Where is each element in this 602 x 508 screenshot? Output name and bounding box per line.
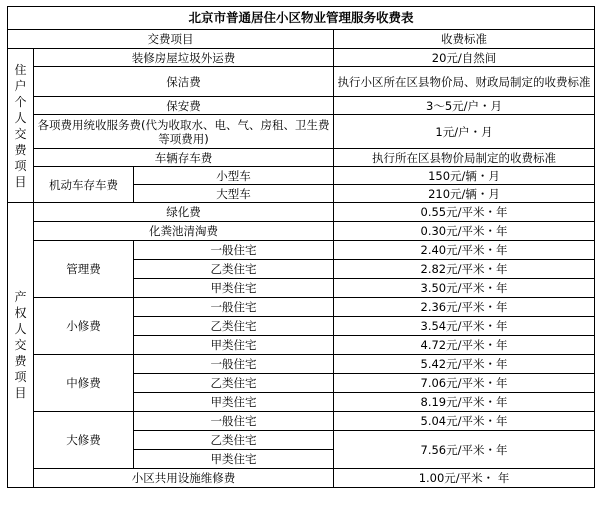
row-standard: 4.72元/平米・年 <box>334 336 595 355</box>
row-standard: 7.06元/平米・年 <box>334 374 595 393</box>
row-type: 一般住宅 <box>134 412 334 431</box>
row-type: 一般住宅 <box>134 355 334 374</box>
row-item: 车辆存车费 <box>34 149 334 167</box>
row-item: 装修房屋垃圾外运费 <box>34 49 334 67</box>
row-type: 甲类住宅 <box>134 279 334 298</box>
row-standard: 7.56元/平米・年 <box>334 431 595 469</box>
row-type: 大型车 <box>134 185 334 203</box>
title-row <box>8 7 595 30</box>
row-standard: 1.00元/平米・ 年 <box>334 469 595 488</box>
resident-group-label: 住户个人交费项目 <box>8 49 34 203</box>
row-standard: 8.19元/平米・年 <box>334 393 595 412</box>
table-row <box>8 149 595 167</box>
row-type: 乙类住宅 <box>134 374 334 393</box>
row-type: 乙类住宅 <box>134 431 334 450</box>
row-type: 一般住宅 <box>134 241 334 260</box>
row-item: 绿化费 <box>34 203 334 222</box>
row-standard: 1元/户・月 <box>334 115 595 149</box>
management-label: 管理费 <box>34 241 134 298</box>
major-repair-label: 大修费 <box>34 412 134 469</box>
medium-repair-label: 中修费 <box>34 355 134 412</box>
table-row <box>8 115 595 149</box>
table-row <box>8 49 595 67</box>
minor-repair-label: 小修费 <box>34 298 134 355</box>
row-standard: 0.55元/平米・年 <box>334 203 595 222</box>
table-row <box>8 222 595 241</box>
row-item: 保安费 <box>34 97 334 115</box>
table-row <box>8 298 595 317</box>
row-item: 小区共用设施维修费 <box>34 469 334 488</box>
row-standard: 2.40元/平米・年 <box>334 241 595 260</box>
table-row <box>8 355 595 374</box>
row-standard: 执行小区所在区县物价局、财政局制定的收费标准 <box>334 67 595 97</box>
row-type: 小型车 <box>134 167 334 185</box>
row-type: 甲类住宅 <box>134 336 334 355</box>
row-standard: 150元/辆・月 <box>334 167 595 185</box>
row-standard: 3.50元/平米・年 <box>334 279 595 298</box>
header-standard: 收费标准 <box>334 30 595 49</box>
row-type: 乙类住宅 <box>134 317 334 336</box>
row-standard: 0.30元/平米・年 <box>334 222 595 241</box>
table-row <box>8 67 595 97</box>
table-row <box>8 167 595 185</box>
row-standard: 2.82元/平米・年 <box>334 260 595 279</box>
row-item: 化粪池清淘费 <box>34 222 334 241</box>
parking-label: 机动车存车费 <box>34 167 134 203</box>
row-standard: 5.04元/平米・年 <box>334 412 595 431</box>
row-standard: 5.42元/平米・年 <box>334 355 595 374</box>
fee-table-container <box>7 6 595 488</box>
row-standard: 210元/辆・月 <box>334 185 595 203</box>
header-item: 交费项目 <box>8 30 334 49</box>
table-row <box>8 241 595 260</box>
table-row <box>8 203 595 222</box>
table-row <box>8 97 595 115</box>
row-standard: 20元/自然间 <box>334 49 595 67</box>
table-row <box>8 469 595 488</box>
owner-group-label: 产权人交费项目 <box>8 203 34 488</box>
table-title: 北京市普通居住小区物业管理服务收费表 <box>8 7 595 30</box>
fee-table <box>7 6 595 488</box>
row-type: 甲类住宅 <box>134 450 334 469</box>
row-standard: 3.54元/平米・年 <box>334 317 595 336</box>
row-type: 一般住宅 <box>134 298 334 317</box>
row-standard: 3～5元/户・月 <box>334 97 595 115</box>
row-type: 乙类住宅 <box>134 260 334 279</box>
row-standard: 执行所在区县物价局制定的收费标准 <box>334 149 595 167</box>
header-row <box>8 30 595 49</box>
row-type: 甲类住宅 <box>134 393 334 412</box>
row-item: 各项费用统收服务费(代为收取水、电、气、房租、卫生费等项费用) <box>34 115 334 149</box>
table-row <box>8 412 595 431</box>
row-item: 保洁费 <box>34 67 334 97</box>
row-standard: 2.36元/平米・年 <box>334 298 595 317</box>
